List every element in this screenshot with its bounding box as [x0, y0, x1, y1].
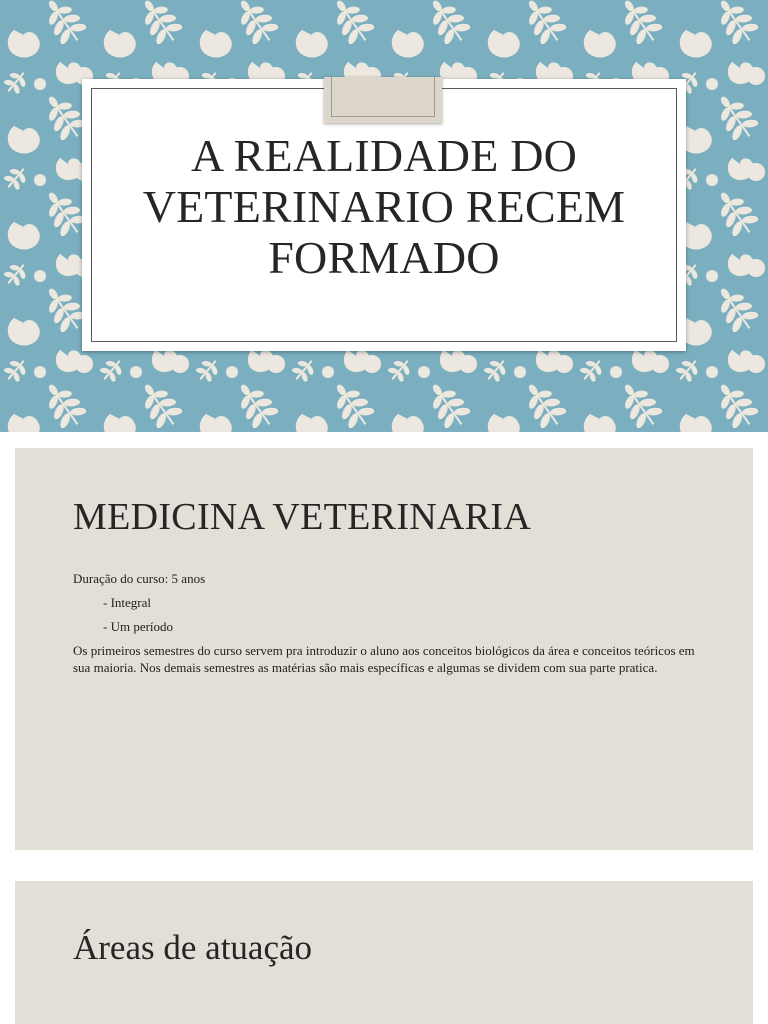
slide-heading: Áreas de atuação [73, 928, 313, 967]
title-card-frame [91, 88, 677, 342]
slide-heading: MEDICINA VETERINARIA [73, 496, 532, 538]
card-tab-frame [331, 77, 435, 117]
card-tab-decoration [324, 77, 442, 123]
slide-medicina-veterinaria [15, 448, 753, 850]
slide-areas-de-atuacao [15, 881, 753, 1024]
slide-title: A REALIDADE DO VETERINARIO RECEM FORMADO [142, 129, 626, 283]
course-description-paragraph: Os primeiros semestres do curso servem pra introduzir o aluno aos conceitos biológicos da área e conceitos teóricos em sua maioria. Nos demais semestres as matérias são mais específicas e algumas se dividem com sua parte pratica. [73, 643, 695, 675]
title-slide [0, 0, 768, 432]
course-schedule-single-period: - Um período [103, 619, 174, 634]
course-duration-line: Duração do curso: 5 anos [73, 571, 206, 586]
title-card [82, 79, 686, 351]
course-schedule-integral: - Integral [103, 595, 152, 610]
slide-body [73, 570, 713, 676]
